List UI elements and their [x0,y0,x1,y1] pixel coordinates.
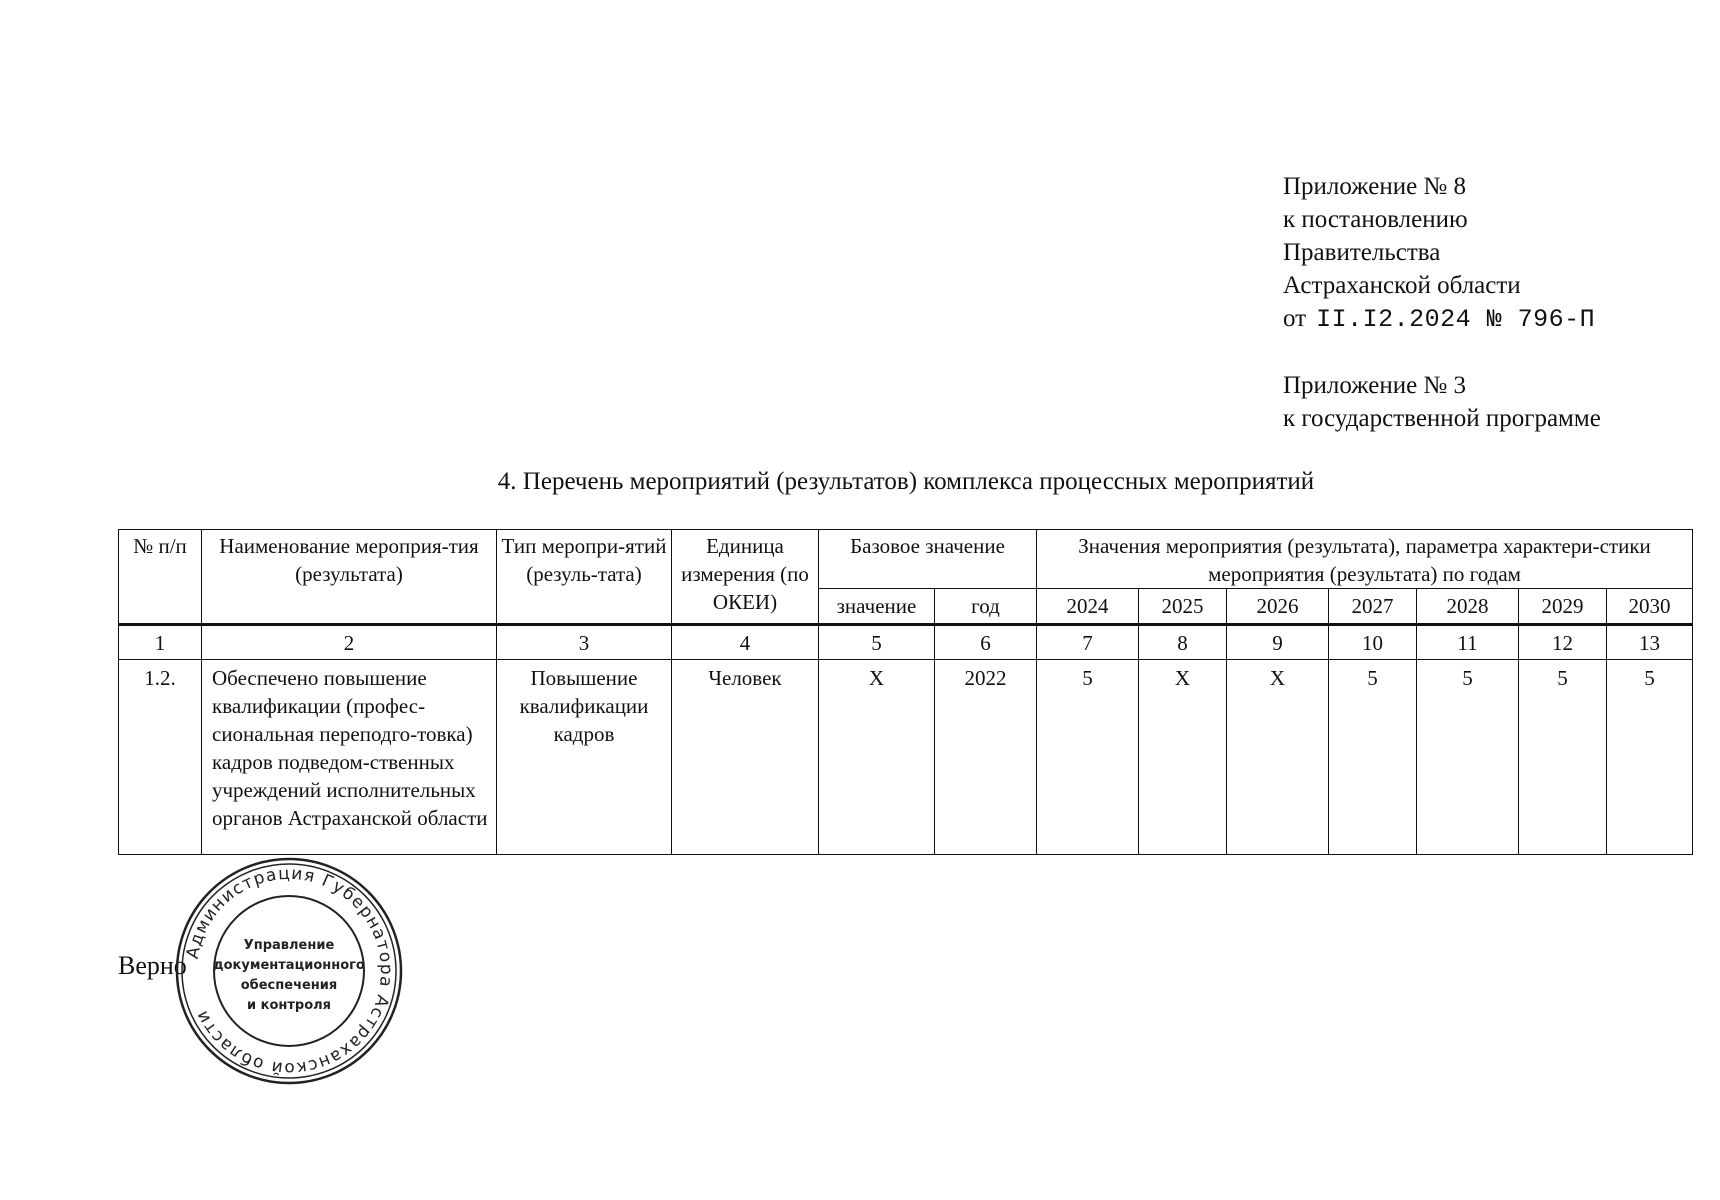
column-number-row [119,625,1693,660]
decree-date-number: II.I2.2024 № 796-П [1316,305,1596,334]
row-num: 1.2. [119,660,202,855]
subheader-year: 2027 [1329,589,1417,625]
appendix-line: к государственной программе [1283,405,1601,432]
subheader-year: 2026 [1227,589,1329,625]
decree-date-line [1283,302,1601,336]
subheader-year: 2024 [1037,589,1139,625]
header-cell-name: Наименование мероприя-тия (результата) [202,530,497,625]
row-name: Обеспечено повышение квалификации (профес-сиональная переподго-товка) кадров подведом-ственных учреждений исполнительных органов Астраханской области [202,660,497,855]
subheader-year: 2028 [1417,589,1519,625]
header-cell-unit: Единица измерения (по ОКЕИ) [672,530,819,625]
column-number: 5 [819,625,935,660]
table-header-row [119,530,1693,589]
appendix-line: Астраханской области [1283,272,1521,299]
header-cell-type: Тип меропри-ятий (резуль-тата) [497,530,672,625]
row-year-value: 5 [1417,660,1519,855]
seal-center-line: документационного [213,958,365,973]
column-number: 8 [1139,625,1227,660]
column-number: 9 [1227,625,1329,660]
column-number: 1 [119,625,202,660]
row-year-value: 5 [1037,660,1139,855]
row-year-value: 5 [1519,660,1607,855]
row-year-value: 5 [1607,660,1693,855]
header-cell-base: Базовое значение [819,530,1037,589]
column-number: 4 [672,625,819,660]
column-number: 11 [1417,625,1519,660]
appendix-line: Приложение № 8 [1283,173,1467,200]
appendix-line: Правительства [1283,239,1441,266]
column-number: 6 [935,625,1037,660]
row-year-value: 5 [1329,660,1417,855]
subheader-year: 2030 [1607,589,1693,625]
subheader-base-value: значение [819,589,935,625]
header-cell-values: Значения мероприятия (результата), параметра характери-стики мероприятия (результата) по годам [1037,530,1693,589]
appendix-line: к постановлению [1283,206,1468,233]
verified-label: Верно [118,951,187,980]
seal-center-line: обеспечения [240,978,338,993]
seal-ring-text: Администрация Губернатора Астраханской области [182,863,397,1079]
row-year-value: Х [1139,660,1227,855]
table-row [119,660,1693,855]
row-unit: Человек [672,660,819,855]
row-year-value: Х [1227,660,1329,855]
official-seal [174,856,404,1086]
row-base-value: Х [819,660,935,855]
column-number: 12 [1519,625,1607,660]
column-number: 13 [1607,625,1693,660]
column-number: 2 [202,625,497,660]
subheader-year: 2029 [1519,589,1607,625]
header-cell-num: № п/п [119,530,202,625]
column-number: 3 [497,625,672,660]
subheader-base-year: год [935,589,1037,625]
appendix-line: Приложение № 3 [1283,372,1467,399]
document-title: 4. Перечень мероприятий (результатов) комплекса процессных мероприятий [497,468,1315,495]
column-number: 10 [1329,625,1417,660]
column-number: 7 [1037,625,1139,660]
subheader-year: 2025 [1139,589,1227,625]
date-prefix: от [1283,305,1307,332]
seal-center-line: и контроля [246,998,332,1013]
row-type: Повышение квалификации кадров [497,660,672,855]
appendix-header [1283,170,1601,435]
measures-table [118,529,1693,855]
seal-center-line: Управление [243,938,335,953]
row-base-year: 2022 [935,660,1037,855]
